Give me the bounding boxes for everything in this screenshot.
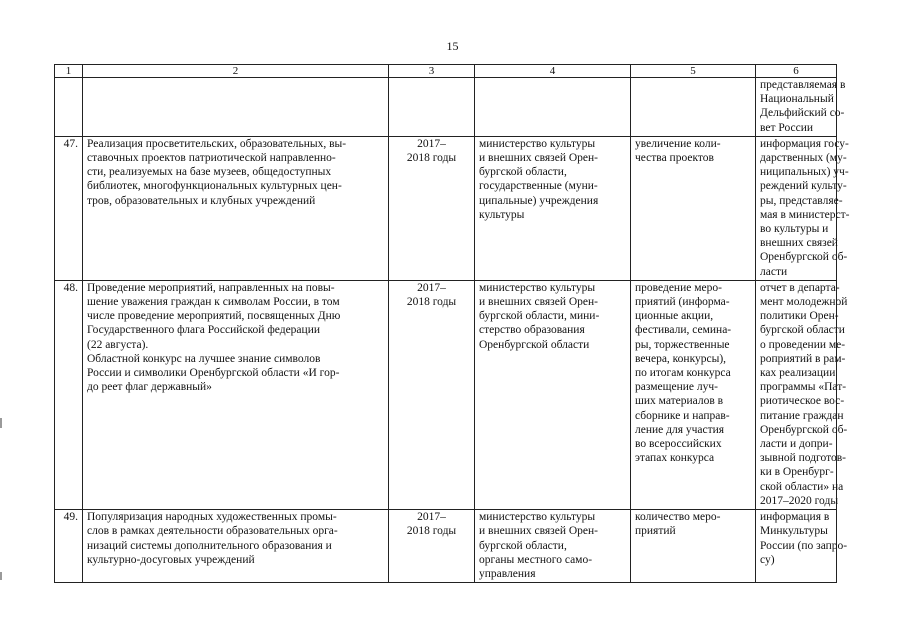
report-line: дарственных (му-	[760, 152, 847, 165]
executor-line: и внешних связей Орен-	[479, 152, 598, 165]
event-line: слов в рамках деятельности образовательных орга-	[87, 525, 338, 538]
event-line: до реет флаг державный»	[87, 381, 212, 394]
executor-line: Оренбургской области	[479, 338, 590, 351]
page-number: 15	[446, 39, 459, 53]
period-line: 2017–	[417, 137, 446, 150]
row-number-cell: 49.	[55, 510, 83, 583]
period-cell	[389, 136, 475, 280]
indicator-line: по итогам конкурса	[635, 367, 731, 380]
indicator-line: ление для участия	[635, 423, 725, 436]
continuation-indicator-cell	[631, 78, 756, 137]
report-line: России (по запро-	[760, 539, 848, 552]
event-line: Популяризация народных художественных промы-	[87, 511, 337, 524]
column-header-4: 4	[475, 65, 631, 78]
indicator-line: приятий (информа-	[635, 296, 730, 309]
event-line: тров, образовательных и клубных учреждений	[87, 194, 316, 207]
event-line: библиотек, многофункциональных культурных цен-	[87, 180, 342, 193]
report-line: ласти	[760, 265, 788, 278]
indicator-line: проведение меро-	[635, 281, 722, 294]
executor-line: органы местного само-	[479, 553, 593, 566]
table-row	[55, 510, 837, 583]
event-line: культурно-досуговых учреждений	[87, 553, 255, 566]
indicator-line: чества проектов	[635, 152, 714, 165]
report-line: роприятий в рам-	[760, 352, 846, 365]
report-line: вет России	[760, 121, 814, 134]
event-line: (22 августа).	[87, 338, 149, 351]
event-cell	[83, 280, 389, 509]
executor-line: бургской области, мини-	[479, 310, 600, 323]
continuation-executors-cell	[475, 78, 631, 137]
executor-line: и внешних связей Орен-	[479, 525, 598, 538]
column-header-6: 6	[756, 65, 837, 78]
indicator-line: сборнике и направ-	[635, 409, 730, 422]
row-number-cell: 47.	[55, 136, 83, 280]
report-line: информация в	[760, 511, 830, 524]
continuation-event-cell	[83, 78, 389, 137]
executor-line: стерство образования	[479, 324, 585, 337]
scan-edge-mark	[0, 572, 2, 580]
report-line: мент молодежной	[760, 296, 848, 309]
executor-line: культуры	[479, 208, 525, 221]
indicator-line: увеличение коли-	[635, 137, 721, 150]
event-line: Областной конкурс на лучшее знание символов	[87, 352, 321, 365]
report-line: бургской области	[760, 324, 845, 337]
report-line: Минкультуры	[760, 525, 828, 538]
continuation-period-cell	[389, 78, 475, 137]
column-header-3: 3	[389, 65, 475, 78]
executor-line: министерство культуры	[479, 137, 596, 150]
report-line: 2017–2020 годы	[760, 494, 839, 507]
event-line: низаций системы дополнительного образования и	[87, 539, 332, 552]
event-line: шение уважения граждан к символам России, в том	[87, 296, 340, 309]
indicator-line: ры, торжественные	[635, 338, 730, 351]
executor-line: управления	[479, 567, 536, 580]
report-line: представляемая в	[760, 79, 846, 91]
row-number-cell: 48.	[55, 280, 83, 509]
report-line: программы «Пат-	[760, 381, 847, 394]
indicator-line: приятий	[635, 525, 676, 538]
table-row	[55, 280, 837, 509]
report-line: ры, представляе-	[760, 194, 843, 207]
period-line: 2017–	[417, 281, 446, 294]
executor-line: и внешних связей Орен-	[479, 296, 598, 309]
column-header-1: 1	[55, 65, 83, 78]
report-cell	[756, 136, 850, 280]
report-line: Дельфийский со-	[760, 107, 845, 120]
report-line: о проведении ме-	[760, 338, 846, 351]
period-line: 2018 годы	[406, 296, 457, 309]
event-line: Реализация просветительских, образовательных, вы-	[87, 137, 347, 150]
report-line: Оренбургской об-	[760, 423, 848, 436]
report-line: информация госу-	[760, 137, 849, 150]
indicator-line: фестивали, семина-	[635, 324, 732, 337]
event-line: России и символики Оренбургской области «И гор-	[87, 367, 340, 380]
event-line: ставочных проектов патриотической направленно-	[87, 152, 336, 165]
executors-cell	[475, 136, 631, 280]
executor-line: государственные (муни-	[479, 180, 598, 193]
event-line: Государственного флага Российской федерации	[87, 324, 320, 337]
executor-line: министерство культуры	[479, 281, 596, 294]
executor-line: бургской области,	[479, 539, 567, 552]
indicator-cell	[631, 280, 756, 509]
indicator-line: вечера, конкурсы),	[635, 352, 727, 365]
report-line: политики Орен-	[760, 310, 839, 323]
period-cell	[389, 280, 475, 509]
period-cell	[389, 510, 475, 583]
report-line: су)	[760, 553, 775, 566]
event-line: числе проведение мероприятий, посвященных Дню	[87, 310, 341, 323]
column-header-5: 5	[631, 65, 756, 78]
events-table	[54, 64, 850, 583]
report-line: питание граждан	[760, 409, 844, 422]
indicator-cell	[631, 510, 756, 583]
table-row	[55, 136, 837, 280]
report-line: ках реализации	[760, 367, 836, 380]
report-cell	[756, 510, 848, 583]
indicator-line: во всероссийских	[635, 438, 722, 451]
scan-edge-mark	[0, 418, 2, 428]
executor-line: министерство культуры	[479, 511, 596, 524]
report-line: ниципальных) уч-	[760, 166, 849, 179]
period-line: 2017–	[417, 511, 446, 524]
executors-cell	[475, 510, 631, 583]
report-line: отчет в департа-	[760, 281, 840, 294]
report-line: Оренбургской об-	[760, 251, 848, 264]
indicator-cell	[631, 136, 756, 280]
event-cell	[83, 136, 389, 280]
header-row	[55, 65, 837, 78]
continuation-row	[55, 78, 837, 137]
report-line: мая в министерст-	[760, 208, 850, 221]
continuation-num-cell	[55, 78, 83, 137]
period-line: 2018 годы	[406, 152, 457, 165]
report-line: внешних связей	[760, 237, 838, 250]
column-header-2: 2	[83, 65, 389, 78]
report-line: реждений культу-	[760, 180, 847, 193]
indicator-line: количество меро-	[635, 511, 721, 524]
period-line: 2018 годы	[406, 525, 457, 538]
report-line: ской области» на	[760, 480, 844, 493]
report-line: во культуры и	[760, 223, 829, 236]
indicator-line: ших материалов в	[635, 395, 724, 408]
report-line: Национальный	[760, 93, 834, 106]
report-cell	[756, 280, 848, 509]
event-cell	[83, 510, 389, 583]
report-line: зывной подготов-	[760, 452, 846, 465]
continuation-report-cell	[756, 78, 846, 137]
report-line: риотическое вос-	[760, 395, 845, 408]
indicator-line: этапах конкурса	[635, 452, 715, 465]
indicator-line: ционные акции,	[635, 310, 714, 323]
event-line: Проведение мероприятий, направленных на повы-	[87, 281, 335, 294]
report-line: ки в Оренбург-	[760, 466, 834, 479]
executor-line: ципальные) учреждения	[479, 194, 599, 207]
report-line: ласти и допри-	[760, 438, 833, 451]
indicator-line: размещение луч-	[635, 381, 718, 394]
event-line: сти, реализуемых на базе музеев, общедоступных	[87, 166, 332, 179]
executor-line: бургской области,	[479, 166, 567, 179]
executors-cell	[475, 280, 631, 509]
